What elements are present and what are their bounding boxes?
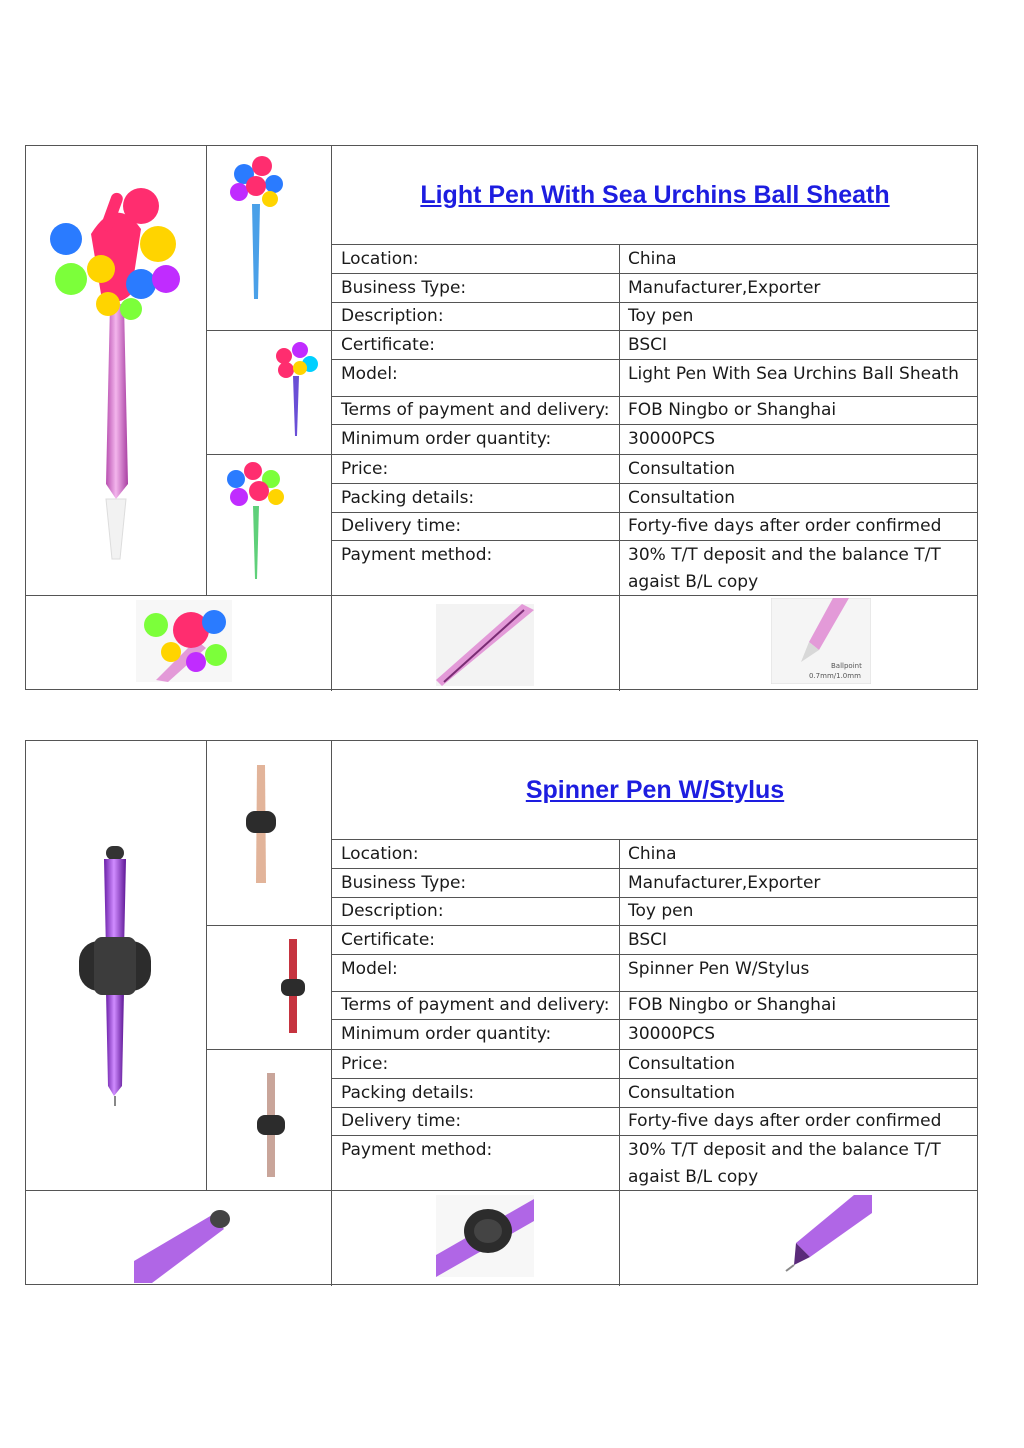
urchin-closeup-image — [136, 600, 232, 682]
detail-value: Toy pen — [628, 901, 694, 921]
ballpoint-closeup-image — [771, 598, 871, 684]
ballpoint-label: Ballpoint — [831, 662, 862, 670]
urchin-pen-green-image — [221, 461, 291, 581]
urchin-pen-purple-image — [266, 338, 326, 438]
detail-label: Payment method: — [341, 545, 493, 565]
urchin-pen-blue-image — [224, 154, 289, 304]
detail-value: 30% T/T deposit and the balance T/T agaist B/L copy — [628, 1140, 941, 1187]
spinner-tip-closeup-image — [774, 1195, 872, 1281]
product-title-link[interactable]: Spinner Pen W/Stylus — [525, 775, 785, 804]
spinner-pen-red-image — [278, 937, 308, 1037]
detail-label: Certificate: — [341, 930, 436, 950]
detail-value: China — [628, 844, 677, 864]
ballpoint-size: 0.7mm/1.0mm — [809, 672, 861, 680]
detail-value: Consultation — [628, 488, 736, 508]
spinner-pen-purple-image — [76, 841, 156, 1111]
detail-label: Terms of payment and delivery: — [341, 400, 610, 420]
detail-value: Spinner Pen W/Stylus — [628, 959, 810, 979]
detail-value: FOB Ningbo or Shanghai — [628, 400, 837, 420]
product-block-sea-urchin — [25, 145, 978, 690]
detail-label: Description: — [341, 901, 444, 921]
detail-label: Description: — [341, 306, 444, 326]
detail-value: China — [628, 249, 677, 269]
spinner-ring-closeup-image — [436, 1195, 534, 1277]
detail-value: Light Pen With Sea Urchins Ball Sheath — [628, 364, 959, 384]
spinner-pen-rosegold-image — [241, 763, 281, 888]
detail-label: Price: — [341, 1054, 389, 1074]
product-block-spinner — [25, 740, 978, 1285]
stylus-tip-closeup-image — [134, 1195, 236, 1283]
detail-label: Business Type: — [341, 278, 467, 298]
detail-value: Manufacturer,Exporter — [628, 873, 821, 893]
detail-value: 30000PCS — [628, 429, 715, 449]
detail-label: Terms of payment and delivery: — [341, 995, 610, 1015]
detail-value: Consultation — [628, 459, 736, 479]
detail-label: Model: — [341, 364, 398, 384]
detail-value: Consultation — [628, 1054, 736, 1074]
detail-value: FOB Ningbo or Shanghai — [628, 995, 837, 1015]
detail-value: BSCI — [628, 930, 668, 950]
detail-value: 30% T/T deposit and the balance T/T agaist B/L copy — [628, 545, 941, 592]
detail-label: Delivery time: — [341, 1111, 462, 1131]
spinner-pen-bronze-image — [251, 1071, 291, 1181]
detail-label: Minimum order quantity: — [341, 429, 552, 449]
product-title[interactable] — [332, 741, 978, 839]
detail-value: BSCI — [628, 335, 668, 355]
detail-label: Packing details: — [341, 1083, 475, 1103]
detail-label: Packing details: — [341, 488, 475, 508]
detail-label: Minimum order quantity: — [341, 1024, 552, 1044]
detail-value: Toy pen — [628, 306, 694, 326]
detail-value: Consultation — [628, 1083, 736, 1103]
pen-barrel-closeup-image — [436, 604, 534, 686]
detail-label: Location: — [341, 844, 419, 864]
detail-value: Forty-five days after order confirmed — [628, 1111, 942, 1131]
detail-label: Payment method: — [341, 1140, 493, 1160]
detail-label: Delivery time: — [341, 516, 462, 536]
detail-label: Location: — [341, 249, 419, 269]
detail-label: Model: — [341, 959, 398, 979]
detail-value: Manufacturer,Exporter — [628, 278, 821, 298]
detail-value: Forty-five days after order confirmed — [628, 516, 942, 536]
detail-label: Certificate: — [341, 335, 436, 355]
product-title[interactable] — [332, 146, 978, 244]
sea-urchin-pen-image — [46, 184, 186, 564]
product-title-link[interactable]: Light Pen With Sea Urchins Ball Sheath — [420, 180, 890, 209]
detail-label: Business Type: — [341, 873, 467, 893]
detail-label: Price: — [341, 459, 389, 479]
detail-value: 30000PCS — [628, 1024, 715, 1044]
